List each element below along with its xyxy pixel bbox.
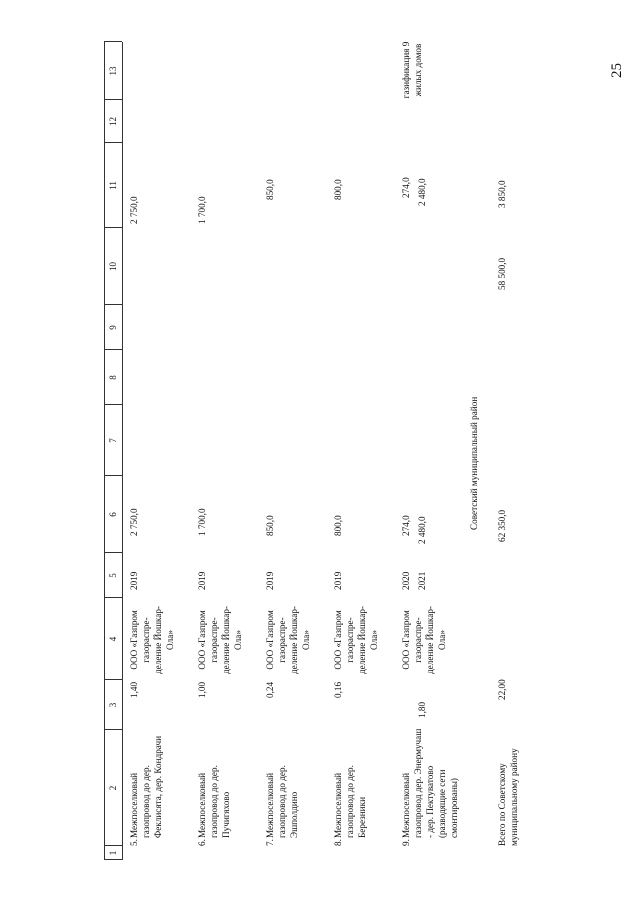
row-year-2: 2021 bbox=[417, 571, 427, 590]
total-col11: 3 850,0 bbox=[497, 180, 507, 208]
row-name: Межпоселковый газопровод до дер. Феклисята, дер. Кондрачи bbox=[129, 735, 163, 838]
col-header-8: 8 bbox=[108, 375, 118, 380]
row-col6: 800,0 bbox=[333, 515, 343, 536]
row-col11: 1 700,0 bbox=[197, 196, 207, 224]
col-header-1: 1 bbox=[108, 850, 118, 856]
row-organization: ООО «Газпром газораспре-деление Йошкар-Ола» bbox=[333, 606, 379, 674]
row-col6: 850,0 bbox=[265, 515, 275, 536]
col-header-12: 12 bbox=[108, 117, 118, 126]
row-col11: 274,0 bbox=[401, 177, 411, 198]
row-length: 0,16 bbox=[333, 681, 343, 698]
row-col13: газификация 9 жилых домов bbox=[401, 41, 423, 99]
row-col6-2: 2 480,0 bbox=[417, 516, 427, 544]
row-organization: ООО «Газпром газораспре-деление Йошкар-Ола» bbox=[129, 606, 175, 674]
row-year: 2019 bbox=[333, 571, 343, 590]
row-col11: 2 750,0 bbox=[129, 196, 139, 224]
row-organization: ООО «Газпром газораспре-деление Йошкар-Ола» bbox=[265, 606, 311, 674]
row-name: Межпоселковый газопровод дер. Энермучаш - дер. Пектуватово (разводящие сети смонтированы) bbox=[401, 728, 459, 838]
row-number: 5. bbox=[129, 839, 139, 846]
col-header-4: 4 bbox=[108, 636, 118, 642]
rotated-table bbox=[104, 42, 638, 860]
total-col10: 58 500,0 bbox=[497, 257, 507, 290]
row-number: 7. bbox=[265, 839, 275, 846]
col-header-7: 7 bbox=[108, 438, 118, 443]
row-col11: 850,0 bbox=[265, 179, 275, 200]
row-length: 0,24 bbox=[265, 681, 275, 698]
row-number: 9. bbox=[401, 839, 411, 846]
col-header-2: 2 bbox=[108, 785, 118, 791]
col-header-5: 5 bbox=[108, 573, 118, 578]
row-col11: 800,0 bbox=[333, 179, 343, 200]
row-number: 8. bbox=[333, 839, 343, 846]
row-col6: 2 750,0 bbox=[129, 508, 139, 536]
row-name: Межпоселковый газопровод до дер. Березники bbox=[333, 765, 367, 838]
total-label: Всего по Советскому муниципальному району bbox=[497, 748, 519, 846]
row-col6: 1 700,0 bbox=[197, 508, 207, 536]
col-header-6: 6 bbox=[108, 512, 118, 517]
col-header-9: 9 bbox=[108, 325, 118, 330]
col-header-11: 11 bbox=[108, 181, 118, 190]
col-header-13: 13 bbox=[108, 66, 118, 76]
row-col11-2: 2 480,0 bbox=[417, 178, 427, 206]
row-year: 2019 bbox=[129, 571, 139, 590]
row-number: 6. bbox=[197, 839, 207, 846]
total-col6: 62 350,0 bbox=[497, 509, 507, 542]
row-name: Межпоселковый газопровод до дер. Эшполдино bbox=[265, 765, 299, 838]
row-length: 1,00 bbox=[197, 681, 207, 698]
table-grid bbox=[104, 42, 638, 860]
row-length: 1,40 bbox=[129, 681, 139, 698]
row-year: 2019 bbox=[197, 571, 207, 590]
row-length: 1,80 bbox=[417, 701, 427, 718]
row-col6: 274,0 bbox=[401, 515, 411, 536]
col-header-3: 3 bbox=[108, 702, 118, 708]
total-length: 22,00 bbox=[497, 679, 507, 700]
row-organization: ООО «Газпром газораспре-деление Йошкар-Ола» bbox=[401, 606, 447, 674]
district-heading: Советский муниципальный район bbox=[469, 396, 479, 530]
page-number: 25 bbox=[609, 63, 625, 78]
row-name: Межпоселковый газопровод до дер. Пучигяхово bbox=[197, 765, 231, 838]
row-year: 2019 bbox=[265, 571, 275, 590]
col-header-10: 10 bbox=[108, 262, 118, 271]
row-year: 2020 bbox=[401, 571, 411, 590]
row-organization: ООО «Газпром газораспре-деление Йошкар-Ола» bbox=[197, 606, 243, 674]
